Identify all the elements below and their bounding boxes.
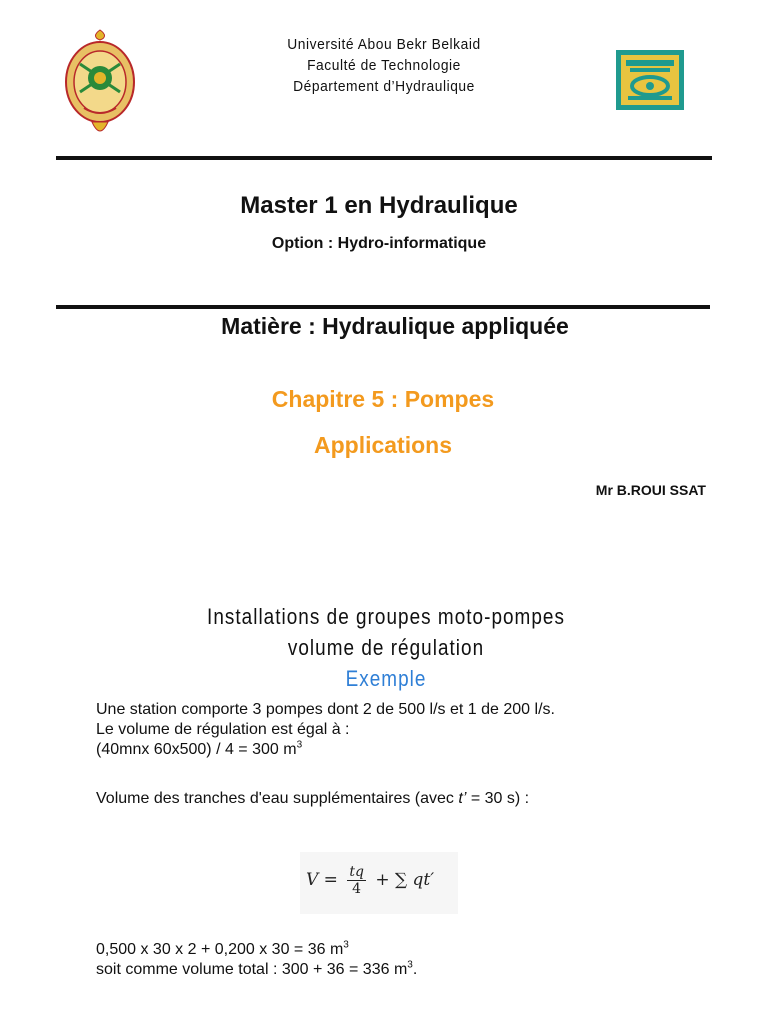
option-subtitle: Option : Hydro-informatique	[271, 235, 487, 252]
result-line-1: 0,500 x 30 x 2 + 0,200 x 30 = 36 $m^3$	[96, 939, 349, 958]
section-title: Applications	[313, 432, 452, 458]
example-statement	[96, 700, 555, 760]
department-name: Département d’Hydraulique	[293, 78, 475, 95]
statement-line-2: Le volume de régulation est égal à :	[96, 721, 350, 738]
example-heading: Exemple	[345, 666, 427, 691]
statement-line-3: (40mnx 60x500) / 4 = 300 $m^3$	[96, 739, 303, 758]
supplementary-volume-line: Volume des tranches d'eau supplémentaires (avec t’ = 30 s) :	[96, 790, 530, 807]
formula-lhs: V =	[306, 870, 338, 890]
chapter-title: Chapitre 5 : Pompes	[271, 386, 495, 412]
formula-image	[300, 852, 458, 914]
middle-divider	[56, 305, 710, 309]
heading-line-1: Installations de groupes moto-pompes	[207, 604, 565, 629]
formula-rhs: + ∑ qt′	[375, 870, 435, 890]
institution-header	[31, 34, 738, 97]
top-divider	[56, 156, 712, 160]
statement-line-1: Une station comporte 3 pompes dont 2 de 500 l/s et 1 de 200 l/s.	[96, 701, 555, 718]
result-block	[96, 940, 417, 980]
heading-line-2: volume de régulation	[287, 635, 485, 660]
faculty-name: Faculté de Technologie	[307, 57, 461, 74]
result-line-2: soit comme volume total : 300 + 36 = 336 $m^3$.	[96, 959, 418, 978]
university-name: Université Abou Bekr Belkaid	[287, 36, 481, 53]
subject-title: Matière : Hydraulique appliquée	[221, 313, 569, 339]
author-name: Mr B.ROUI SSAT	[595, 482, 706, 498]
master-title: Master 1 en Hydraulique	[240, 192, 518, 219]
formula-fraction: $\frac{tq}{4}$	[349, 864, 364, 897]
